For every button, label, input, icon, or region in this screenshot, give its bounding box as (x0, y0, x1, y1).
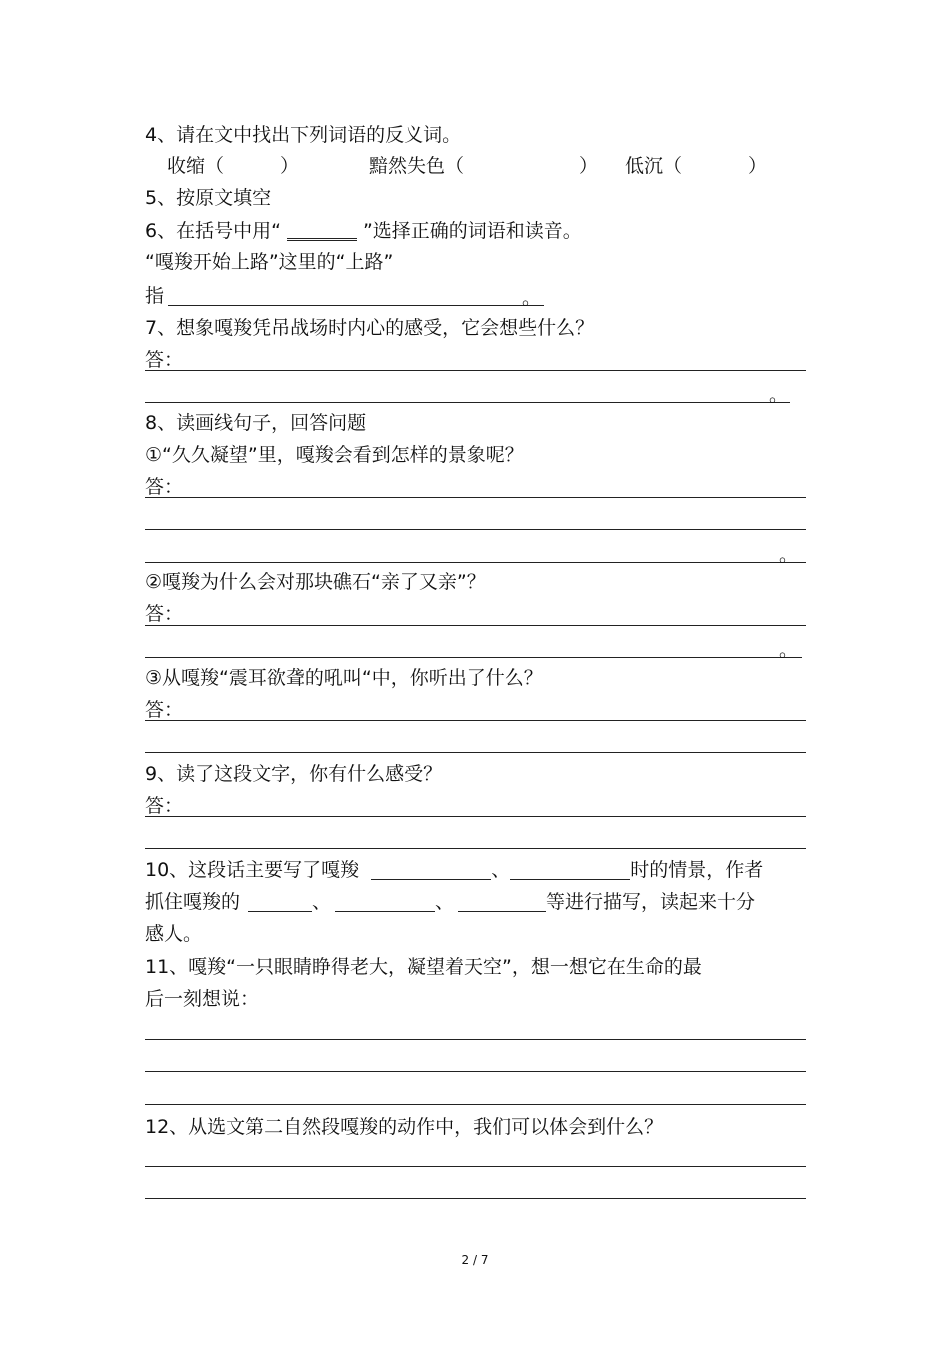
answer-line[interactable] (145, 816, 806, 817)
separator: 、 (312, 891, 332, 913)
answer-prefix: 答： (145, 699, 184, 721)
answer-line[interactable] (145, 1198, 806, 1199)
question-11-line-2: 后一刻想说： (145, 988, 260, 1010)
question-10-line-1 (145, 858, 763, 882)
answer-line[interactable] (145, 720, 806, 721)
antonym-word-3-close: ） (748, 155, 768, 177)
separator: 、 (491, 859, 511, 881)
period-mark: 。 (769, 384, 789, 406)
fill-blank[interactable] (458, 891, 546, 912)
antonym-word-2: 黯然失色（ (369, 155, 465, 177)
question-6-title (145, 218, 582, 243)
answer-line[interactable] (145, 657, 802, 658)
answer-prefix: 答： (145, 603, 184, 625)
answer-line[interactable] (145, 848, 806, 849)
answer-line[interactable] (145, 529, 806, 530)
question-10-part-a: 10、这段话主要写了嘎羧 (145, 859, 360, 881)
fill-blank[interactable] (335, 891, 435, 912)
page-number: 2 / 7 (461, 1253, 489, 1267)
period-mark: 。 (779, 544, 799, 566)
question-6-title-a: 6、在括号中用“ (145, 220, 281, 242)
question-8-sub-3: ③从嘎羧“震耳欲聋的吼叫“中，你听出了什么？ (145, 667, 543, 689)
answer-line[interactable] (145, 402, 790, 403)
answer-line[interactable] (168, 305, 544, 306)
question-10-part-d: 等进行描写，读起来十分 (546, 891, 756, 913)
question-10-line-2 (145, 890, 755, 914)
antonym-word-1-close: ） (280, 155, 300, 177)
antonym-word-1: 收缩（ (167, 155, 225, 177)
answer-line[interactable] (145, 497, 806, 498)
underline-sample (287, 218, 357, 241)
period-mark: 。 (779, 639, 799, 661)
separator: 、 (435, 891, 455, 913)
answer-line[interactable] (145, 1166, 806, 1167)
question-7-title: 7、想象嘎羧凭吊战场时内心的感受，它会想些什么？ (145, 317, 595, 339)
answer-prefix: 答： (145, 476, 184, 498)
answer-prefix: 答： (145, 795, 184, 817)
question-8-title: 8、读画线句子，回答问题 (145, 412, 367, 434)
question-8-sub-1: ①“久久凝望”里，嘎羧会看到怎样的景象呢？ (145, 444, 524, 466)
question-8-sub-2: ②嘎羧为什么会对那块礁石“亲了又亲”？ (145, 571, 486, 593)
answer-prefix: 答： (145, 349, 184, 371)
answer-line[interactable] (145, 752, 806, 753)
answer-line[interactable] (145, 1104, 806, 1105)
question-10-part-b: 时的情景，作者 (630, 859, 764, 881)
answer-line[interactable] (145, 1039, 806, 1040)
question-6-line-1: “嘎羧开始上路”这里的“上路” (145, 251, 394, 273)
question-11-line-1: 11、嘎羧“一只眼睛睁得老大，凝望着天空”，想一想它在生命的最 (145, 956, 702, 978)
question-12-title: 12、从选文第二自然段嘎羧的动作中，我们可以体会到什么？ (145, 1116, 664, 1138)
fill-blank[interactable] (510, 859, 630, 880)
fill-blank[interactable] (371, 859, 491, 880)
antonym-word-2-close: ） (579, 155, 599, 177)
answer-line[interactable] (145, 562, 806, 563)
answer-line[interactable] (145, 1071, 806, 1072)
question-5-title: 5、按原文填空 (145, 187, 272, 209)
question-10-line-3: 感人。 (145, 923, 203, 945)
question-6-title-b: ”选择正确的词语和读音。 (362, 220, 582, 242)
question-9-title: 9、读了这段文字，你有什么感受？ (145, 763, 443, 785)
period-mark: 。 (522, 287, 542, 309)
question-6-line-2: 指 (145, 285, 165, 307)
answer-line[interactable] (145, 370, 806, 371)
fill-blank[interactable] (248, 891, 312, 912)
answer-line[interactable] (145, 625, 806, 626)
question-10-part-c: 抓住嘎羧的 (145, 891, 241, 913)
antonym-word-3: 低沉（ (625, 155, 683, 177)
question-4-title: 4、请在文中找出下列词语的反义词。 (145, 124, 462, 146)
